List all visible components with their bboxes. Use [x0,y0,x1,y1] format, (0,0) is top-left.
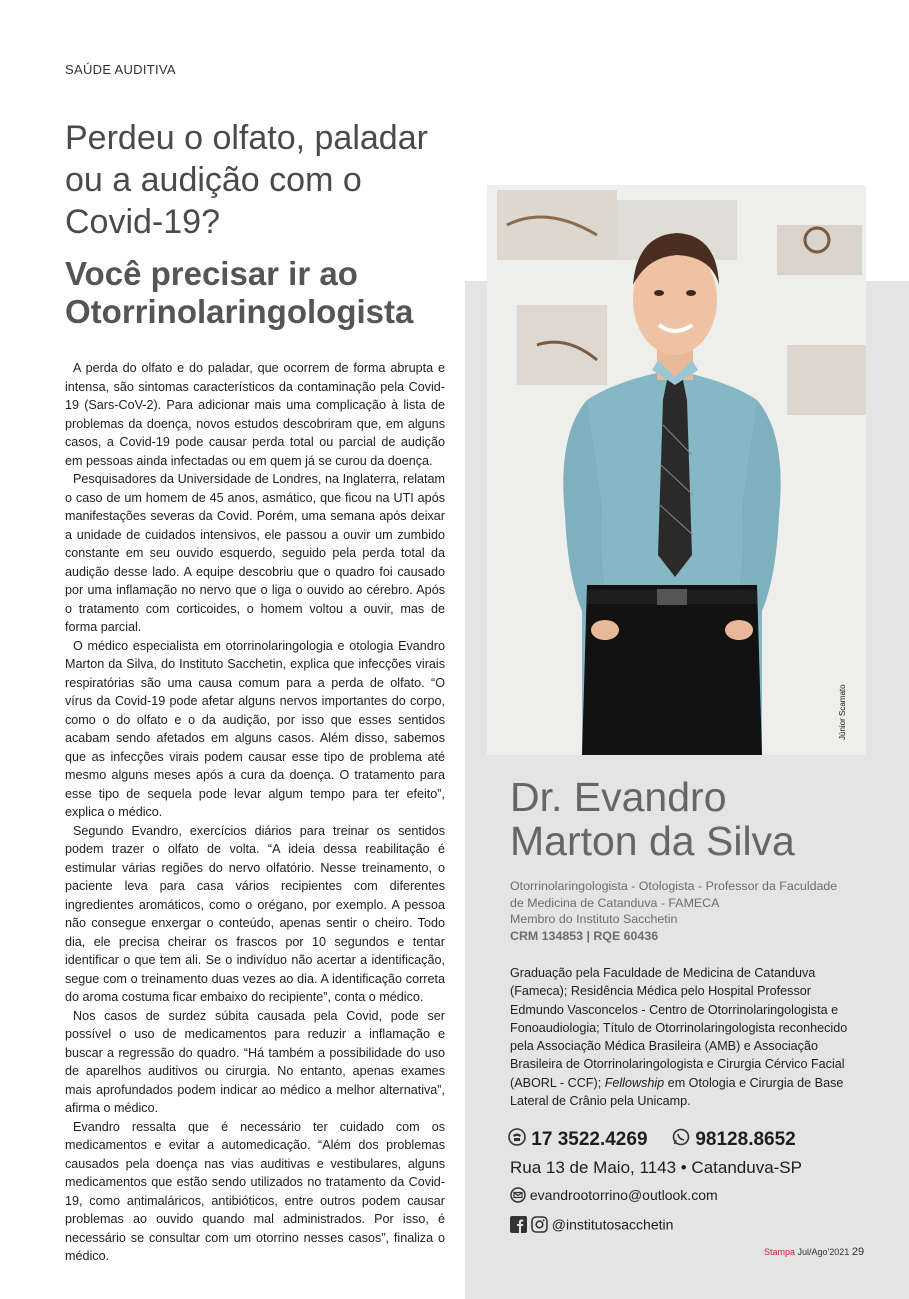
phone-row [508,1128,796,1152]
photo-credit: Júnior Scamato [838,684,847,740]
doctor-portrait-illustration [487,185,866,755]
bio-text-end: em Otologia e Cirurgia de Base Lateral de Crânio pela Unicamp. [510,1075,844,1109]
address: Rua 13 de Maio, 1143 • Catanduva-SP [510,1158,802,1177]
article-body [65,359,445,1266]
instagram-icon[interactable] [531,1216,548,1236]
credentials-crm: CRM 134853 | RQE 60436 [510,929,659,944]
article-paragraph: Nos casos de surdez súbita causada pela Covid, pode ser possível o uso de medicamentos para reduzir a inflamação e buscar a regressão do quadro. “Há também a possibilidade do uso de aparelhos auditivos ou cirurgia. No entanto, apenas exames mais aprofundados podem indicar ao médico a melhor alternativa”, afirma o médico. [65,1008,445,1115]
footer-issue: Jul/Ago'2021 [797,1247,850,1257]
credentials-specialties: Otorrinolaringologista - Otologista - Professor da Faculdade de Medicina de Catanduva - FAMECA [510,879,838,910]
doctor-name [510,775,890,863]
doctor-name-line1: Dr. Evandro [510,774,727,820]
page-footer [764,1246,864,1258]
article-paragraph: Pesquisadores da Universidade de Londres, na Inglaterra, relatam o caso de um homem de 45 anos, asmático, que ficou na UTI após manifestações severas da Covid. Porém, uma semana após deixar a unidade de cuidados intensivos, ele passou a ouvir um zumbido constante em seu ouvido esquerdo, seguido pela perda total da audição desse lado. A equipe descobriu que o quadro foi causado por uma inflamação no nervo que o liga o ouvido ao cérebro. Após o tratamento com corticoides, o homem voltou a ouvir, mas de forma parcial. [65,472,445,634]
doctor-photo [487,185,866,755]
article-paragraph: Evandro ressalta que é necessário ter cuidado com os medicamentos e evitar a automedicação. “Além dos problemas causados pela doença nas vias auditivas e vestibulares, alguns medicamentos que estão sendo utilizados no tratamento da Covid-19, como antimaláricos, antibióticos, entre outros podem causar problemas ao ouvido quando mal administrados. Por isso, é necessário se consultar com um otorrino nesses casos”, finaliza o médico. [65,1119,445,1263]
whatsapp-icon [672,1128,690,1152]
phone-number[interactable]: 17 3522.4269 [531,1129,648,1150]
page-number: 29 [851,1246,865,1258]
email-row [510,1187,718,1206]
article-paragraph: A perda do olfato e do paladar, que ocorrem de forma abrupta e intensa, são sintomas característicos da contaminação pela Covid-19 (Sars-CoV-2). Para adicionar mais uma complicação à lista de problemas da doença, novos estudos descobriram que, em alguns casos, a Covid-19 pode causar perda total ou parcial de audição em pessoas ainda infectadas ou em quem já se curou da doença. [65,361,445,468]
doctor-name-line2: Marton da Silva [510,818,795,864]
bio-italic: Fellowship [604,1075,665,1090]
article-paragraph: Segundo Evandro, exercícios diários para treinar os sentidos podem trazer o olfato de volta. “A ideia dessa reabilitação é estimular várias regiões do nervo olfatório. Nesse treinamento, o paciente leva para casa vários recipientes com diferentes ingredientes aromáticos, como o orégano, por exemplo. A pessoa não consegue enxergar o conteúdo, apenas sentir o cheiro. Todo dia, ele precisa cheirar os frascos por 10 segundos e tentar identificar o que tem ali. Se o indivíduo não acertar a identificação, segue com o treinamento duas vezes ao dia. A identificação correta do aroma costuma ficar embaixo do recipiente”, conta o médico. [65,823,445,1004]
article-subheadline: Você precisar ir ao Otorrinolaringologista [65,255,414,330]
phone-icon [508,1128,526,1152]
facebook-icon[interactable] [510,1216,527,1236]
whatsapp-number[interactable]: 98128.8652 [695,1129,796,1150]
section-label: SAÚDE AUDITIVA [65,62,176,77]
doctor-bio [510,964,855,1110]
article-paragraph: O médico especialista em otorrinolaringologia e otologia Evandro Marton da Silva, do Instituto Sacchetin, explica que infecções virais respiratórias são uma causa comum para a perda de olfato. “O vírus da Covid-19 pode afetar alguns nervos importantes do corpo, como o do olfato e o da audição, por isso que esses sentidos acabam sendo afetados em alguns casos. Além disso, sabemos que as infecções virais podem causar esse tipo de problema até mesmo alguns meses após a cura da doença. O tratamento para esse tipo de sequela pode levar algum tempo para ter efeito”, explica o médico. [65,638,445,819]
bio-text: Graduação pela Faculdade de Medicina de Catanduva (Fameca); Residência Médica pelo Hospital Professor Edmundo Vasconcelos - Centro de Otorrinolaringologista e Fonoaudiologia; Título de Otorrinolaringologista reconhecido pela Associação Médica Brasileira (AMB) e Associação Brasileira de Otorrinolaringologista e Cirurgia Cérvico Facial (ABORL - CCF); [510,966,848,1090]
footer-brand: Stampa [764,1247,796,1257]
article-headline: Perdeu o olfato, paladar ou a audição com o Covid-19? [65,119,428,241]
credentials-membership: Membro do Instituto Sacchetin [510,912,678,927]
doctor-credentials [510,878,850,945]
social-handle[interactable]: @institutosacchetin [551,1216,674,1233]
email-address[interactable]: evandrootorrino@outlook.com [529,1187,718,1204]
email-icon [510,1187,526,1206]
social-row [510,1216,673,1236]
